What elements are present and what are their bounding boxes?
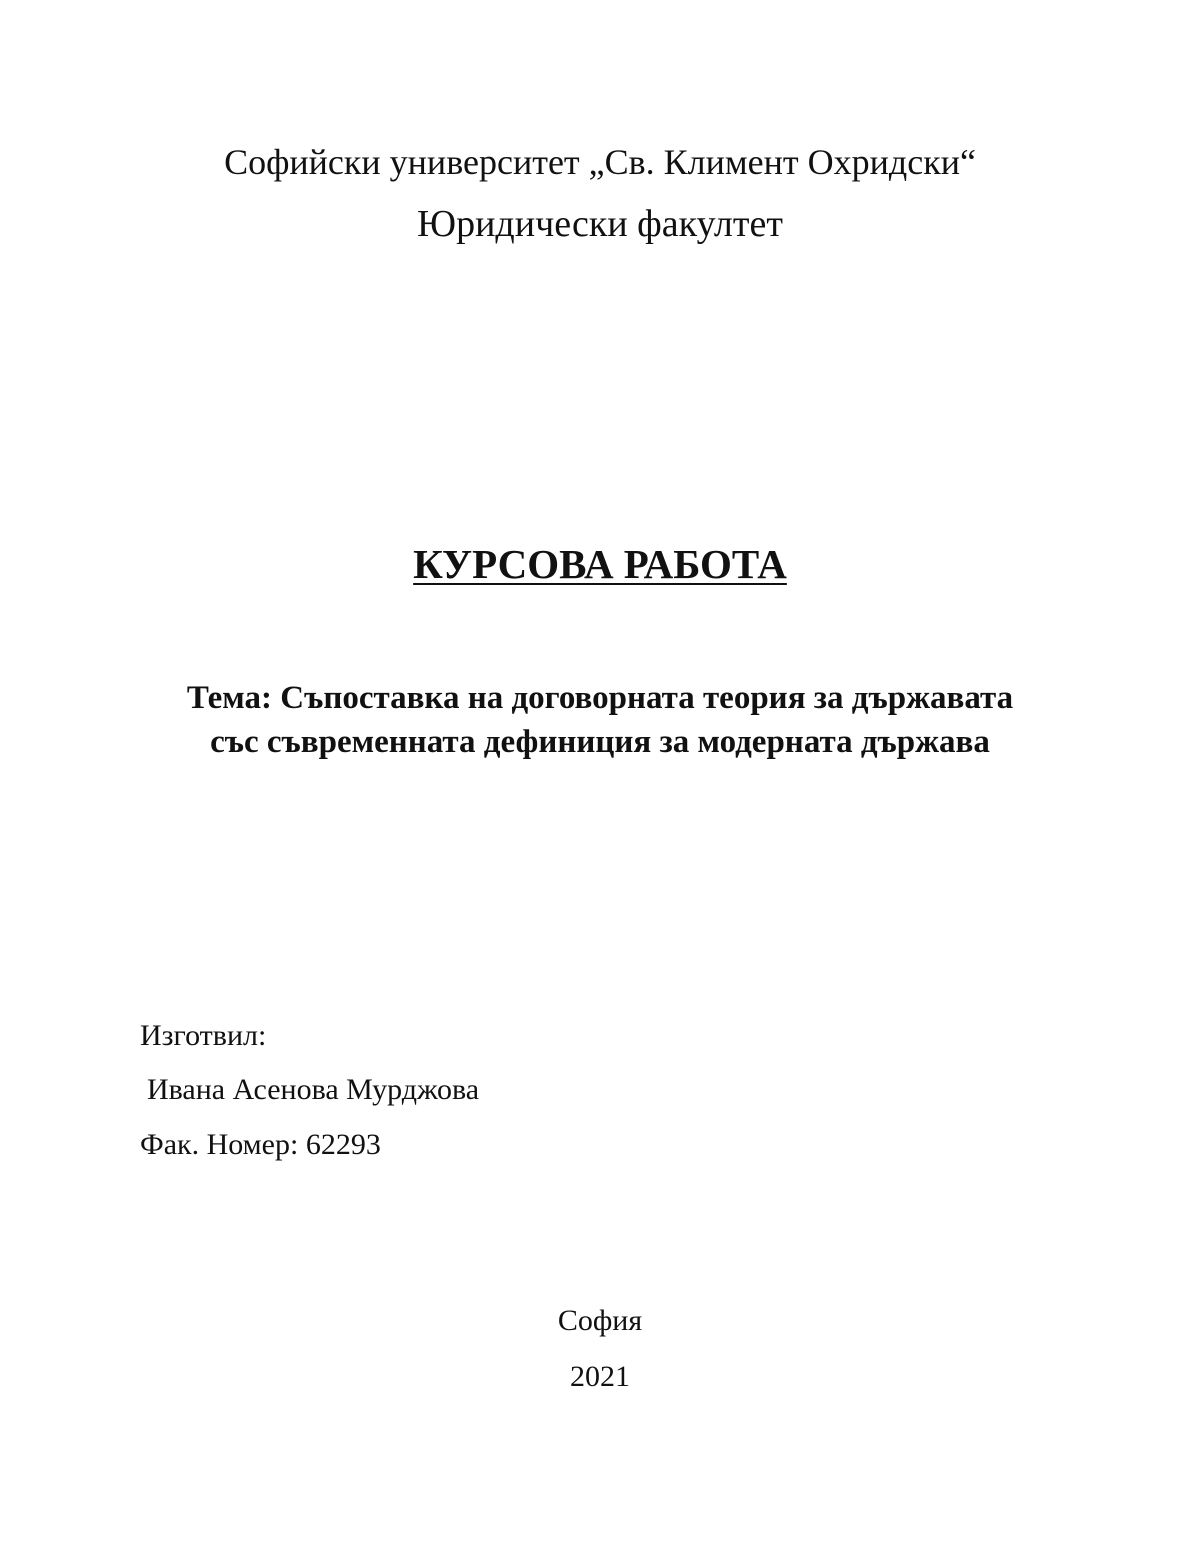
topic-line-1: Тема: Съпоставка на договорната теория за държавата	[186, 680, 1014, 716]
faculty-number: Фак. Номер: 62293	[140, 1128, 381, 1161]
document-type-title: КУРСОВА РАБОТА	[413, 541, 787, 587]
year: 2021	[570, 1360, 630, 1393]
faculty-name: Юридически факултет	[417, 203, 783, 245]
author-name: Ивана Асенова Мурджова	[147, 1073, 480, 1106]
city: София	[557, 1304, 643, 1337]
prepared-by-label: Изготвил:	[140, 1019, 267, 1052]
topic-line-2: със съвременната дефиниция за модерната държава	[210, 724, 990, 760]
university-name: Софийски университет „Св. Климент Охридски“	[224, 142, 976, 182]
